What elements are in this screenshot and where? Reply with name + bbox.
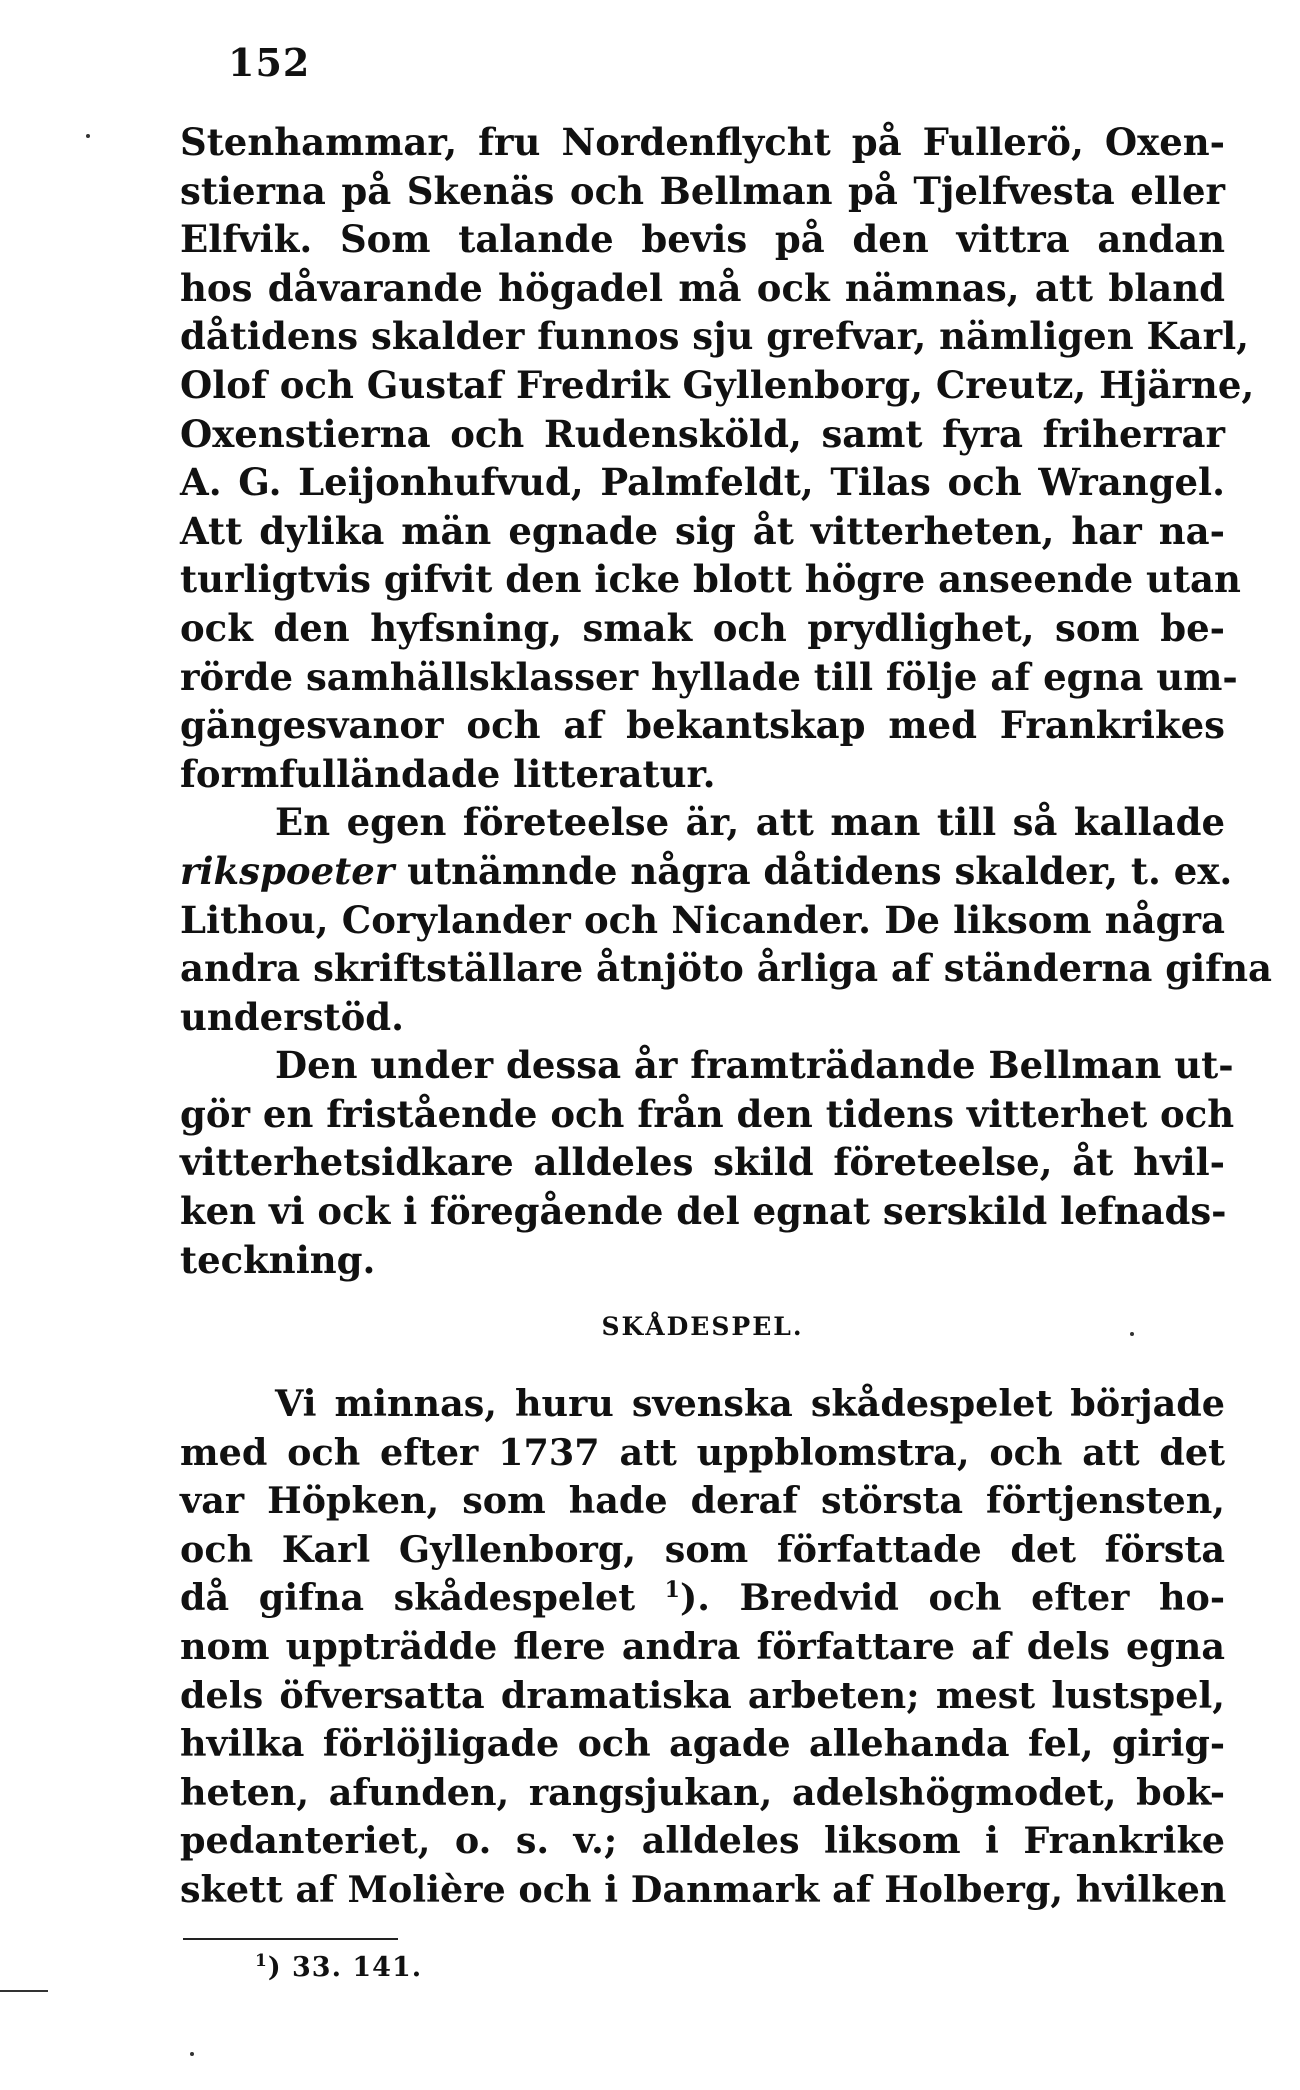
text-line: vitterhetsidkare alldeles skild företeelse, åt hvil-: [180, 1140, 1225, 1185]
text-line: och Karl Gyllenborg, som författade det första: [180, 1527, 1225, 1571]
text-line: gängesvanor och af bekantskap med Frankrikes: [180, 703, 1225, 748]
text-line: teckning.: [180, 1237, 376, 1282]
scan-artifact-line: [0, 1990, 48, 1992]
body-text-block: [180, 1380, 1225, 1915]
footnote-marker: 1: [664, 1577, 680, 1604]
text-line: ock den hyfsning, smak och prydlighet, som be-: [180, 605, 1225, 650]
text-line: Lithou, Corylander och Nicander. De liksom några: [180, 897, 1225, 942]
text-line: hvilka förlöjligade och agade allehanda fel, girig-: [180, 1722, 1225, 1766]
footnote-marker: 1: [255, 1951, 268, 1971]
scan-artifact-dot: [86, 134, 90, 138]
text-line-with-italic: [180, 847, 1233, 896]
italic-term: rikspoeter: [180, 848, 395, 893]
text-line: understöd.: [180, 994, 405, 1039]
text-line: rörde samhällsklasser hyllade till följe af egna um-: [180, 654, 1238, 699]
scan-artifact-dot: [1130, 1332, 1134, 1336]
text-line: Olof och Gustaf Fredrik Gyllenborg, Creutz, Hjärne,: [180, 362, 1255, 407]
text-fragment: då gifna skådespelet: [180, 1576, 636, 1620]
text-fragment: ). Bredvid och efter ho-: [679, 1576, 1225, 1620]
text-line: skett af Molière och i Danmark af Holberg, hvilken: [180, 1867, 1227, 1911]
section-heading: SKÅDESPEL.: [601, 1312, 804, 1341]
text-line: dels öfversatta dramatiska arbeten; mest lustspel,: [180, 1673, 1225, 1717]
footnote: [255, 1951, 422, 1983]
text-line: andra skriftställare åtnjöto årliga af ständerna gifna: [180, 946, 1272, 991]
text-line: dåtidens skalder funnos sju grefvar, nämligen Karl,: [180, 314, 1250, 359]
text-line: Vi minnas, huru svenska skådespelet började: [275, 1382, 1225, 1425]
text-line: nom uppträdde flere andra författare af dels egna: [180, 1624, 1225, 1668]
text-line: Elfvik. Som talande bevis på den vittra andan: [180, 217, 1225, 262]
body-text-block: [180, 118, 1272, 1284]
text-fragment: utnämnde några dåtidens skalder, t. ex.: [407, 848, 1233, 893]
text-line: A. G. Leijonhufvud, Palmfeldt, Tilas och Wrangel.: [180, 460, 1225, 505]
scan-artifact-dot: [190, 2052, 194, 2056]
text-line-with-footnote: [180, 1574, 1225, 1623]
footnote-text: ) 33. 141.: [267, 1952, 423, 1983]
page-number: 152: [228, 40, 311, 85]
text-line: hos dåvarande högadel må ock nämnas, att bland: [180, 265, 1225, 310]
text-line: Stenhammar, fru Nordenflycht på Fullerö, Oxen-: [180, 120, 1225, 164]
text-line: En egen företeelse är, att man till så kallade: [275, 800, 1225, 845]
text-line: heten, afunden, rangsjukan, adelshögmodet, bok-: [180, 1770, 1225, 1814]
text-line: pedanteriet, o. s. v.; alldeles liksom i Frankrike: [180, 1819, 1225, 1863]
text-line: formfulländade litteratur.: [180, 751, 716, 796]
footnote-rule: [183, 1938, 398, 1940]
text-line: Oxenstierna och Rudensköld, samt fyra friherrar: [180, 411, 1225, 456]
text-line: Att dylika män egnade sig åt vitterheten, har na-: [180, 508, 1225, 553]
text-line: med och efter 1737 att uppblomstra, och att det: [180, 1430, 1225, 1474]
text-line: ken vi ock i föregående del egnat serskild lefnads-: [180, 1189, 1227, 1234]
text-line: var Höpken, som hade deraf största förtjensten,: [180, 1479, 1225, 1523]
text-line: turligtvis gifvit den icke blott högre anseende utan: [180, 557, 1241, 602]
text-line: gör en fristående och från den tidens vitterhet och: [180, 1091, 1235, 1136]
text-line: Den under dessa år framträdande Bellman ut-: [275, 1043, 1234, 1088]
text-line: stierna på Skenäs och Bellman på Tjelfvesta eller: [180, 168, 1225, 213]
